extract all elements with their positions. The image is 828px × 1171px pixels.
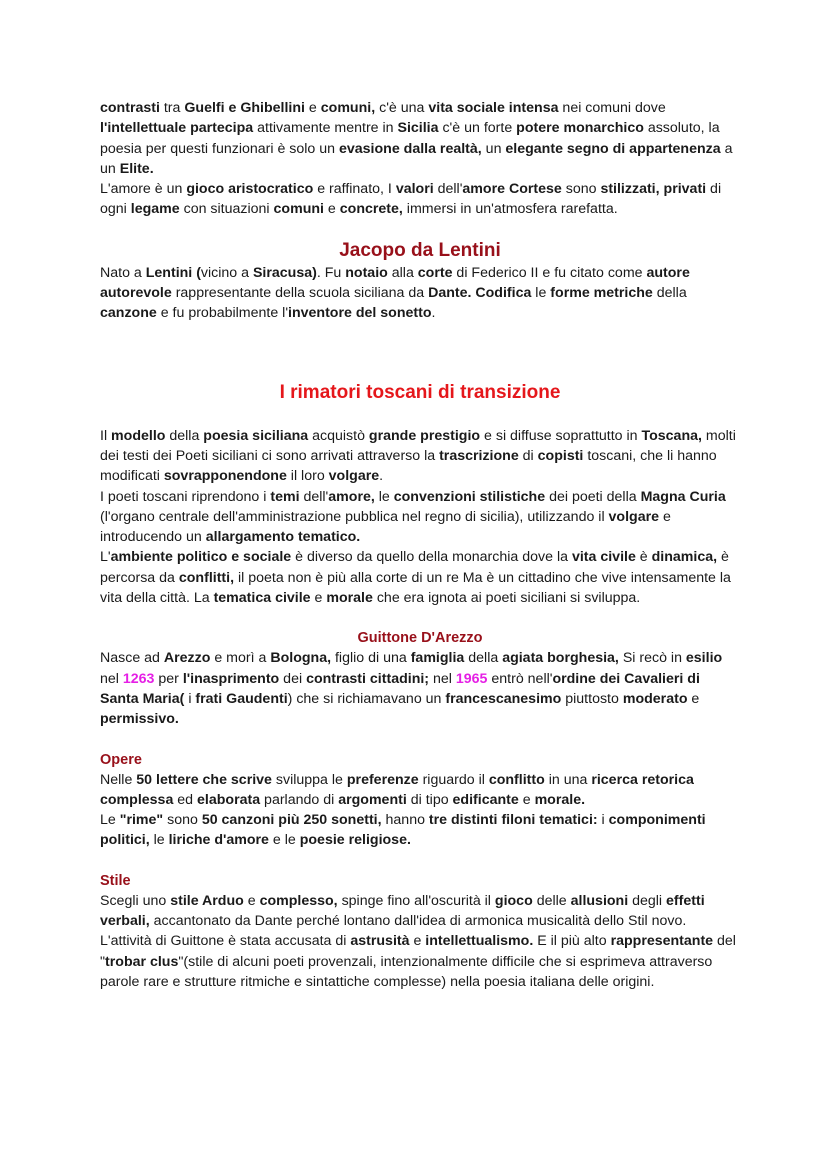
intro-paragraph-1: contrasti tra Guelfi e Ghibellini e comuni, c'è una vita sociale intensa nei comuni dove l'intellettuale partecipa attivamente mentre in Sicilia c'è un forte potere monarchico assoluto, la poesia per questi funzionari è solo un evasione dalla realtà, un elegante segno di appartenenza a un Elite. [100,100,733,177]
guittone-paragraph: Nasce ad Arezzo e morì a Bologna, figlio di una famiglia della agiata borghesia, Si recò in esilio nel 1263 per l'inasprimento dei contrasti cittadini; nel 1965 entrò nell'ordine dei Cavalieri di Santa Maria( i frati Gaudenti) che si richiamavano un francescanesimo piuttosto moderato e permissivo. [100,650,723,728]
year-1263: 1263 [122,670,155,687]
opere-paragraph-2: Le "rime" sono 50 canzoni più 250 sonetti, hanno tre distinti filoni tematici: i componimenti politici, le liriche d'amore e le poesie religiose. [100,812,706,849]
toscani-paragraph-3: L'ambiente politico e sociale è diverso da quello della monarchia dove la vita civile è dinamica, è percorsa da conflitti, il poeta non è più alla corte di un re Ma è un cittadino che vive intensamente la vita della città. La tematica civile e morale che era ignota ai poeti siciliani si sviluppa. [100,549,731,607]
heading-opere: Opere [100,751,142,768]
heading-jacopo-da-lentini: Jacopo da Lentini [339,239,501,261]
opere-paragraph-1: Nelle 50 lettere che scrive sviluppa le preferenze riguardo il conflitto in una ricerca retorica complessa ed elaborata parlando di argomenti di tipo edificante e morale. [100,771,694,808]
intro-paragraph-2: L'amore è un gioco aristocratico e raffinato, I valori dell'amore Cortese sono stilizzati, privati di ogni legame con situazioni comuni e concrete, immersi in un'atmosfera rarefatta. [100,181,722,218]
heading-guittone-darezzo: Guittone D'Arezzo [357,630,483,647]
toscani-paragraph-2: I poeti toscani riprendono i temi dell'amore, le convenzioni stilistiche dei poeti della Magna Curia (l'organo centrale dell'amministrazione pubblica nel regno di sicilia), utilizzando il volgare e introducendo un allargamento tematico. [100,488,726,546]
year-1965: 1965 [455,670,488,687]
heading-stile: Stile [100,872,131,889]
stile-paragraph: Scegli uno stile Arduo e complesso, spinge fino all'oscurità il gioco delle allusioni degli effetti verbali, accantonato da Dante perché lontano dall'idea di armonica musicalità dello Stil novo. L'attività di Guittone è stata accusata di astrusità e intellettualismo. E il più alto rappresentante del "trobar clus"(stile di alcuni poeti provenzali, intenzionalmente difficile che si esprimeva attraverso parole rare e strutture ritmiche e sintattiche complesse) nella poesia italiana delle origini. [100,892,736,990]
jacopo-paragraph: Nato a Lentini (vicino a Siracusa). Fu notaio alla corte di Federico II e fu citato come autore autorevole rappresentante della scuola siciliana da Dante. Codifica le forme metriche della canzone e fu probabilmente l'inventore del sonetto. [100,264,690,322]
heading-rimatori-toscani: I rimatori toscani di transizione [279,381,561,403]
toscani-paragraph-1: Il modello della poesia siciliana acquistò grande prestigio e si diffuse soprattutto in Toscana, molti dei testi dei Poeti siciliani ci sono arrivati attraverso la trascrizione di copisti toscani, che li hanno modificati sovrapponendone il loro volgare. [100,427,736,485]
document-page [100,98,740,992]
